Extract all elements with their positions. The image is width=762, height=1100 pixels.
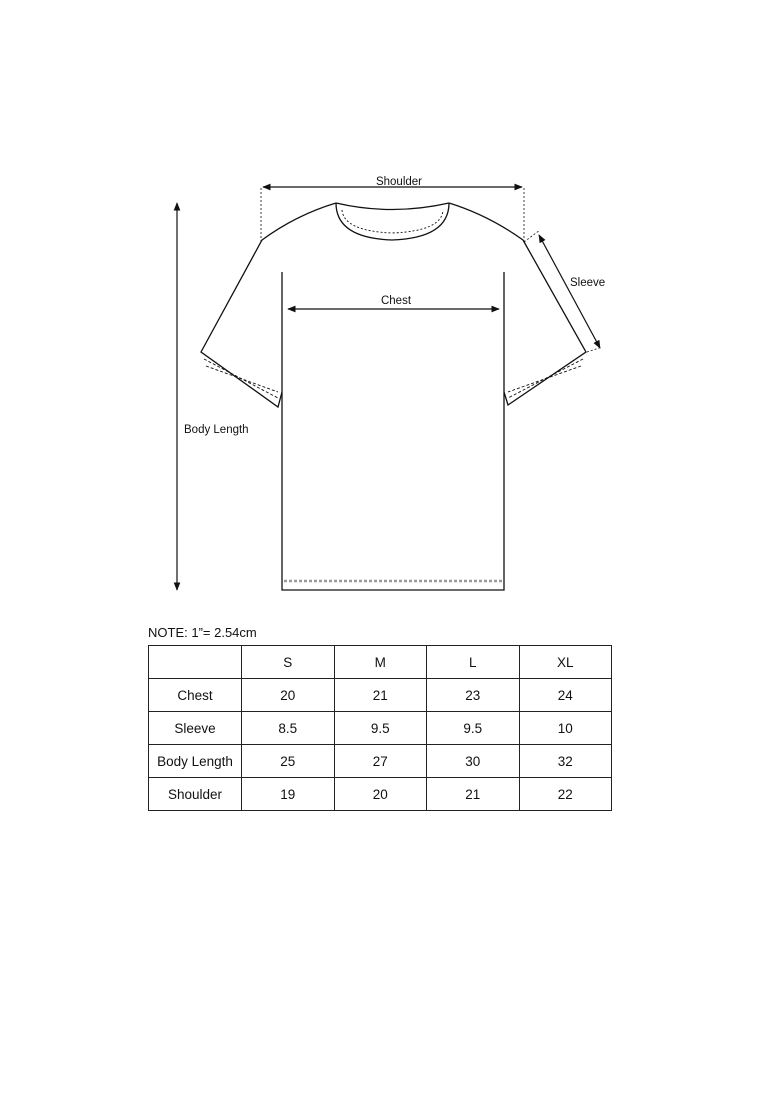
unit-note: NOTE: 1”= 2.54cm — [148, 625, 257, 640]
table-cell: 9.5 — [427, 712, 520, 745]
table-cell: 24 — [519, 679, 612, 712]
header-cell-size: XL — [519, 646, 612, 679]
sleeve-label: Sleeve — [570, 277, 606, 289]
table-cell: 30 — [427, 745, 520, 778]
table-cell: 27 — [334, 745, 427, 778]
table-cell: 22 — [519, 778, 612, 811]
header-cell-size: S — [242, 646, 335, 679]
table-cell: 8.5 — [242, 712, 335, 745]
shoulder-label: Shoulder — [375, 176, 423, 188]
row-label: Shoulder — [149, 778, 242, 811]
collar-stitching — [342, 210, 443, 233]
table-row — [149, 778, 612, 811]
header-cell-size: L — [427, 646, 520, 679]
table-row — [149, 745, 612, 778]
row-label: Chest — [149, 679, 242, 712]
chest-label: Chest — [380, 295, 412, 307]
header-cell-empty — [149, 646, 242, 679]
table-header-row — [149, 646, 612, 679]
size-chart-table — [148, 645, 612, 811]
table-cell: 20 — [334, 778, 427, 811]
table-row — [149, 679, 612, 712]
table-cell: 20 — [242, 679, 335, 712]
row-label: Sleeve — [149, 712, 242, 745]
table-cell: 9.5 — [334, 712, 427, 745]
table-cell: 25 — [242, 745, 335, 778]
body-length-label: Body Length — [184, 424, 249, 436]
table-cell: 21 — [334, 679, 427, 712]
table-cell: 23 — [427, 679, 520, 712]
row-label: Body Length — [149, 745, 242, 778]
table-cell: 19 — [242, 778, 335, 811]
table-cell: 32 — [519, 745, 612, 778]
shoulder-dimension — [261, 187, 524, 242]
sleeve-dimension — [524, 230, 602, 352]
table-cell: 10 — [519, 712, 612, 745]
table-row — [149, 712, 612, 745]
table-cell: 21 — [427, 778, 520, 811]
header-cell-size: M — [334, 646, 427, 679]
tshirt-outline — [201, 203, 586, 590]
